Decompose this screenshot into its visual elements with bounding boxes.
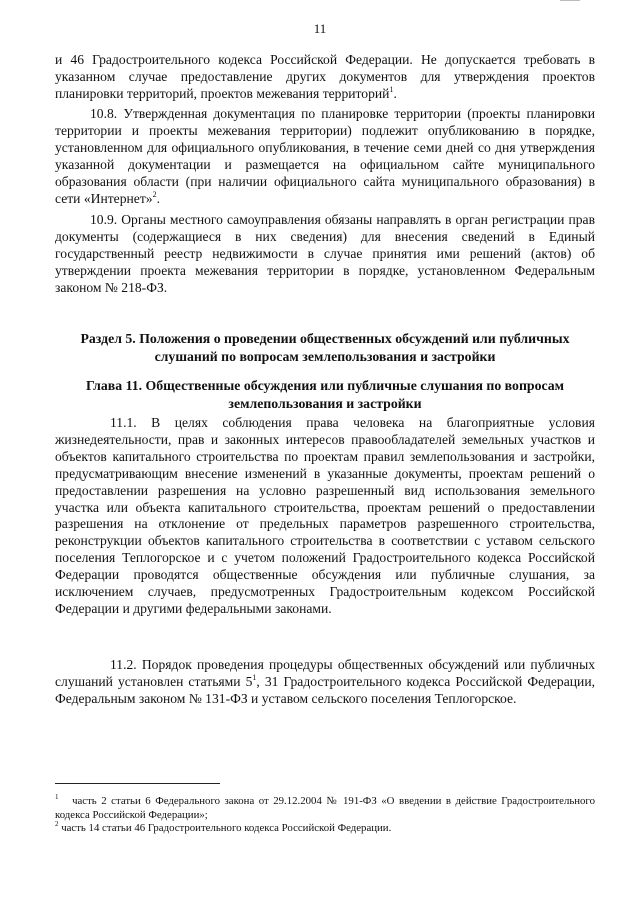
footnote-text: часть 14 статьи 46 Градостроительного кодекса Российской Федерации.: [61, 822, 392, 834]
footnote-2: [55, 822, 595, 836]
footnote-ref: 1: [389, 84, 394, 94]
paragraph-11-2: [55, 657, 595, 708]
paragraph-continuation: [55, 52, 595, 103]
page-number: 11: [313, 21, 327, 36]
footnote-1: [55, 795, 595, 822]
paragraph-10-8: [55, 106, 595, 207]
paragraph-text: 10.9. Органы местного самоуправления обязаны направлять в орган регистрации прав документы (содержащиеся в них сведения) для внесения сведений в Единый государственный реестр недвижимости в случае принятия ими решений (актов) об утверждении проекта межевания территории в порядке, установленном Федеральным законом № 218-ФЗ.: [55, 212, 595, 295]
paragraph-11-1: [55, 415, 595, 618]
chapter-heading: Глава 11. Общественные обсуждения или публичные слушания по вопросам землепользования и застройки: [85, 378, 565, 411]
paragraph-text: 10.8. Утвержденная документация по планировке территории (проекты планировки территории и проекты межевания территории) подлежит опубликованию в порядке, установленном для официального опубликования, в течение семи дней со дня утверждения указанной документации и размещается на официальном сайте муниципального образования области (при наличии официального сайта муниципального образования) в сети «Интернет»: [55, 106, 595, 206]
paragraph-text: 11.1. В целях соблюдения права человека на благоприятные условия жизнедеятельности, прав и законных интересов правообладателей земельных участков и объектов капитального строительства по проектам правил землепользования и застройки, предусматривающим внесение изменений в указанные документы, проектам решений о предоставлении разрешения на условно разрешенный вид использования земельного участка или объекта капитального строительства, проектам решений о предоставлении разрешения на отклонение от предельных параметров разрешенного строительства, реконструкции объектов капитального строительства в соответствии с уставом сельского поселения Теплогорское и с учетом положений Градостроительного кодекса Российской Федерации проводятся общественные обсуждения или публичные слушания, за исключением случаев, предусмотренных Градостроительным кодексом Российской Федерации и другими федеральными законами.: [55, 415, 595, 616]
section-heading: Раздел 5. Положения о проведении общественных обсуждений или публичных слушаний по вопросам землепользования и застройки: [80, 331, 570, 364]
paragraph-10-9: [55, 212, 595, 297]
footnote-ref: 2: [152, 189, 157, 199]
footnotes: [55, 795, 595, 836]
chapter-11-heading-block: [55, 377, 595, 412]
paragraph-text: и 46 Градостроительного кодекса Российской Федерации. Не допускается требовать в указанном случае предоставление других документов для утверждения проектов планировки территорий, проектов межевания территорий: [55, 52, 595, 101]
footnote-marker: 2: [55, 820, 59, 828]
paragraph-text-end: , 31 Градостроительного кодекса Российской Федерации, Федеральным законом № 131-ФЗ и уставом сельского поселения Теплогорское.: [55, 673, 595, 706]
footnote-marker: 1: [55, 793, 59, 801]
section-5-heading-block: [55, 330, 595, 365]
paragraph-tail: .: [393, 85, 397, 101]
footnote-text: часть 2 статьи 6 Федерального закона от 29.12.2004 № 191-ФЗ «О введении в действие Градостроительного кодекса Российской Федерации»;: [55, 795, 595, 821]
paragraph-tail: .: [156, 190, 160, 206]
footnote-ref: 1: [252, 672, 257, 682]
footnote-divider: [55, 783, 220, 784]
scan-edge-mark: [560, 0, 580, 1]
paragraph-text: 11.2. Порядок проведения процедуры общественных обсуждений или публичных слушаний установлен статьями 5: [55, 657, 595, 689]
